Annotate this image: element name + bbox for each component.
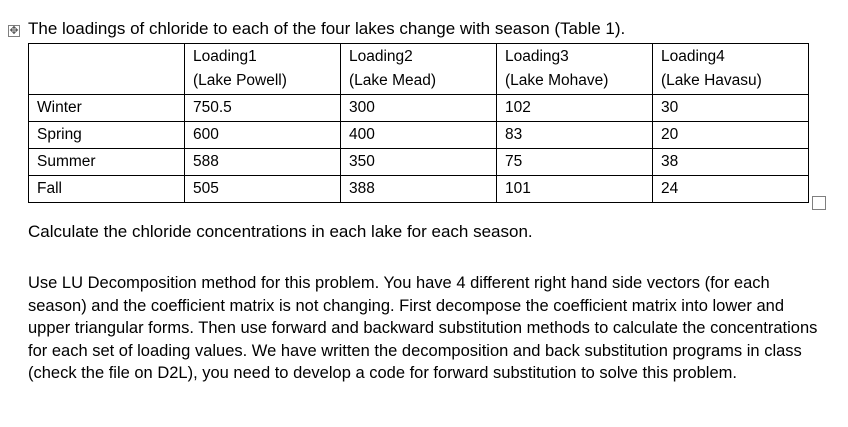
season-cell: Winter xyxy=(29,95,185,122)
header-label: Loading3 xyxy=(505,48,569,65)
season-cell: Summer xyxy=(29,149,185,176)
value-cell: 75 xyxy=(497,149,653,176)
task-paragraph: Calculate the chloride concentrations in each lake for each season. xyxy=(28,222,533,241)
value-cell: 400 xyxy=(341,122,497,149)
value-cell: 20 xyxy=(653,122,809,149)
header-label: Loading1 xyxy=(193,48,257,65)
value-cell: 300 xyxy=(341,95,497,122)
table-row xyxy=(29,149,809,176)
table-header-row xyxy=(29,44,809,95)
chloride-loadings-table xyxy=(28,43,809,203)
season-cell: Spring xyxy=(29,122,185,149)
instructions-paragraph: Use LU Decomposition method for this problem. You have 4 different right hand side vectors (for each season) and the coefficient matrix is not changing. First decompose the coefficient matrix into lower and upper triangular forms. Then use forward and backward substitution methods to calculate the concentrations for each set of loading values. We have written the decomposition and back substitution programs in class (check the file on D2L), you need to develop a code for forward substitution to solve this problem. xyxy=(28,274,818,382)
value-cell: 750.5 xyxy=(185,95,341,122)
header-cell-loading3 xyxy=(497,44,653,95)
header-cell-loading4 xyxy=(653,44,809,95)
value-cell: 388 xyxy=(341,176,497,203)
table-move-handle-icon[interactable]: ✥ xyxy=(9,25,19,37)
header-cell-loading2 xyxy=(341,44,497,95)
header-lake: (Lake Powell) xyxy=(193,72,287,89)
value-cell: 30 xyxy=(653,95,809,122)
value-cell: 588 xyxy=(185,149,341,176)
header-lake: (Lake Mead) xyxy=(349,72,437,89)
table-row xyxy=(29,122,809,149)
header-lake: (Lake Havasu) xyxy=(661,72,762,89)
table-resize-handle-icon[interactable] xyxy=(812,196,826,210)
value-cell: 24 xyxy=(653,176,809,203)
value-cell: 101 xyxy=(497,176,653,203)
table-row xyxy=(29,176,809,203)
value-cell: 350 xyxy=(341,149,497,176)
value-cell: 505 xyxy=(185,176,341,203)
header-label: Loading4 xyxy=(661,48,725,65)
header-label: Loading2 xyxy=(349,48,413,65)
value-cell: 38 xyxy=(653,149,809,176)
intro-paragraph: The loadings of chloride to each of the four lakes change with season (Table 1). xyxy=(28,19,626,38)
value-cell: 102 xyxy=(497,95,653,122)
value-cell: 83 xyxy=(497,122,653,149)
header-empty-cell xyxy=(29,44,185,95)
value-cell: 600 xyxy=(185,122,341,149)
table-row xyxy=(29,95,809,122)
header-cell-loading1 xyxy=(185,44,341,95)
season-cell: Fall xyxy=(29,176,185,203)
header-lake: (Lake Mohave) xyxy=(505,72,609,89)
